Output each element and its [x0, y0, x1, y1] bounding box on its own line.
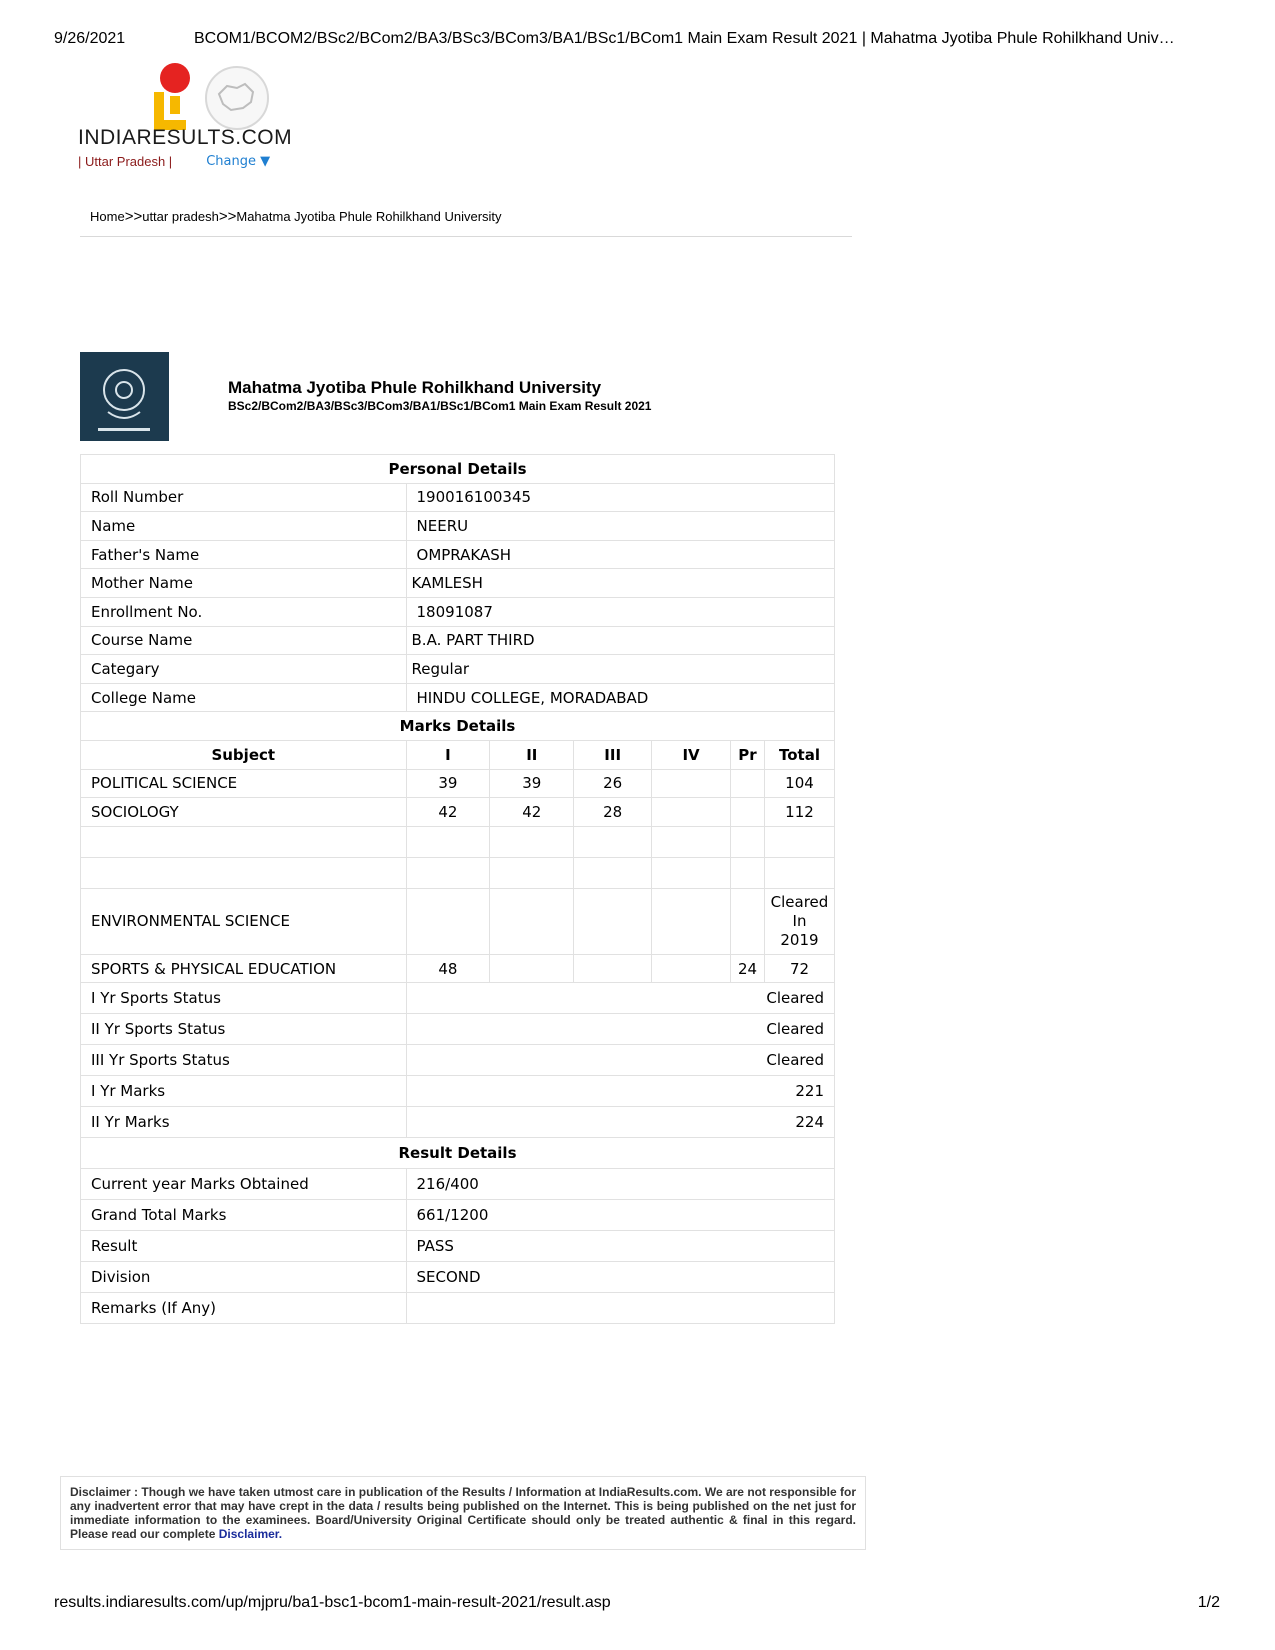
state-selector	[78, 154, 270, 169]
field-value: 661/1200	[406, 1200, 834, 1231]
marks-cell	[731, 798, 765, 827]
field-label: Categary	[81, 655, 407, 684]
remarks-value	[406, 1293, 834, 1324]
page-url: results.indiaresults.com/up/mjpru/ba1-bsc1-bcom1-main-result-2021/result.asp	[54, 1594, 611, 1611]
table-row	[81, 954, 835, 983]
uttar-pradesh-map-icon	[205, 66, 269, 130]
cleared-text: In	[792, 911, 807, 930]
subject-name: SOCIOLOGY	[81, 798, 407, 827]
table-row	[81, 1200, 835, 1231]
field-value: NEERU	[406, 512, 834, 541]
print-header	[54, 30, 1224, 48]
field-label: Current year Marks Obtained	[81, 1169, 407, 1200]
table-row	[81, 1169, 835, 1200]
total-cell	[764, 888, 834, 954]
table-row	[81, 540, 835, 569]
table-row	[81, 983, 835, 1014]
breadcrumb	[90, 208, 502, 225]
breadcrumb-separator: >>	[124, 208, 143, 225]
field-label: II Yr Marks	[81, 1107, 407, 1138]
site-logo[interactable]	[78, 62, 298, 172]
subject-name: SPORTS & PHYSICAL EDUCATION	[81, 954, 407, 983]
field-label: Division	[81, 1262, 407, 1293]
table-row	[81, 1045, 835, 1076]
table-row	[81, 1262, 835, 1293]
column-header: Pr	[731, 740, 765, 769]
university-name: Mahatma Jyotiba Phule Rohilkhand University	[228, 378, 602, 397]
table-row	[81, 798, 835, 827]
result-table	[80, 454, 835, 1324]
field-value: 190016100345	[406, 483, 834, 512]
marks-cell	[574, 954, 652, 983]
column-header: IV	[652, 740, 731, 769]
field-value: B.A. PART THIRD	[406, 626, 834, 655]
field-label: Father's Name	[81, 540, 407, 569]
breadcrumb-state[interactable]: uttar pradesh	[142, 209, 219, 224]
print-footer	[54, 1594, 1220, 1612]
field-value: Cleared	[406, 1045, 834, 1076]
marks-cell	[652, 798, 731, 827]
table-row	[81, 1107, 835, 1138]
exam-name: BSc2/BCom2/BA3/BSc3/BCom3/BA1/BSc1/BCom1 Main Exam Result 2021	[228, 399, 652, 413]
field-label: Mother Name	[81, 569, 407, 598]
total-cell: 112	[764, 798, 834, 827]
total-cell: 72	[764, 954, 834, 983]
marks-cell	[490, 954, 574, 983]
marks-cell: 24	[731, 954, 765, 983]
table-row	[81, 512, 835, 541]
state-name: | Uttar Pradesh |	[78, 154, 173, 169]
field-label: III Yr Sports Status	[81, 1045, 407, 1076]
field-label: Roll Number	[81, 483, 407, 512]
field-label: Name	[81, 512, 407, 541]
breadcrumb-home[interactable]: Home	[90, 209, 125, 224]
marks-cell: 26	[574, 769, 652, 798]
table-row	[81, 597, 835, 626]
change-state-link[interactable]: Change ▼	[206, 154, 271, 169]
marks-cell	[731, 769, 765, 798]
marks-cell	[652, 954, 731, 983]
field-value: HINDU COLLEGE, MORADABAD	[406, 683, 834, 712]
table-row	[81, 1076, 835, 1107]
field-label: II Yr Sports Status	[81, 1014, 407, 1045]
field-label: Course Name	[81, 626, 407, 655]
field-value: 216/400	[406, 1169, 834, 1200]
field-value: Cleared	[406, 1014, 834, 1045]
field-value: Cleared	[406, 983, 834, 1014]
table-row	[81, 569, 835, 598]
marks-cell: 39	[406, 769, 490, 798]
table-row	[81, 483, 835, 512]
field-label: I Yr Marks	[81, 1076, 407, 1107]
marks-cell: 42	[490, 798, 574, 827]
result-details-heading-row	[81, 1138, 835, 1169]
empty-row	[81, 826, 835, 857]
column-header: Total	[764, 740, 834, 769]
field-label: Enrollment No.	[81, 597, 407, 626]
marks-cell: 39	[490, 769, 574, 798]
marks-cell: 42	[406, 798, 490, 827]
subject-name: ENVIRONMENTAL SCIENCE	[81, 888, 407, 954]
disclaimer-link[interactable]: Disclaimer.	[218, 1527, 283, 1541]
column-header: III	[574, 740, 652, 769]
university-emblem-icon	[80, 352, 169, 441]
marks-header-row	[81, 740, 835, 769]
field-value: 221	[406, 1076, 834, 1107]
marks-cell	[652, 769, 731, 798]
section-heading: Personal Details	[81, 455, 835, 484]
field-label: College Name	[81, 683, 407, 712]
cleared-text: 2019	[780, 930, 819, 949]
marks-cell: 28	[574, 798, 652, 827]
total-cell: 104	[764, 769, 834, 798]
indiaresults-logo-icon	[150, 62, 195, 132]
breadcrumb-university[interactable]: Mahatma Jyotiba Phule Rohilkhand University	[236, 209, 502, 224]
disclaimer-text: Disclaimer : Though we have taken utmost care in publication of the Results / Information at IndiaResults.com. We are not responsible for any inadvertent error that may have crept in the data / results being published on the Internet. This is being published on the net just for immediate information to the examinees. Board/University Original Certificate should only be treated authentic & final in this regard. Please read our complete	[70, 1485, 856, 1541]
field-value: KAMLESH	[406, 569, 834, 598]
print-date: 9/26/2021	[54, 30, 126, 47]
table-row	[81, 683, 835, 712]
marks-cell: 48	[406, 954, 490, 983]
print-page-title: BCOM1/BCOM2/BSc2/BCom2/BA3/BSc3/BCom3/BA1/BSc1/BCom1 Main Exam Result 2021 | Mahatma Jyotiba Phule Rohilkhand Univ…	[194, 30, 1175, 47]
result-value: PASS	[406, 1231, 834, 1262]
division-value: SECOND	[406, 1262, 834, 1293]
column-header: II	[490, 740, 574, 769]
section-heading: Marks Details	[81, 712, 835, 741]
field-label: I Yr Sports Status	[81, 983, 407, 1014]
personal-details-heading-row	[81, 455, 835, 484]
column-header: I	[406, 740, 490, 769]
field-label: Result	[81, 1231, 407, 1262]
section-heading: Result Details	[81, 1138, 835, 1169]
breadcrumb-separator: >>	[218, 208, 237, 225]
field-value: OMPRAKASH	[406, 540, 834, 569]
cleared-text: Cleared	[770, 892, 829, 911]
field-value: 18091087	[406, 597, 834, 626]
field-label: Grand Total Marks	[81, 1200, 407, 1231]
field-value: Regular	[406, 655, 834, 684]
divider	[80, 236, 852, 237]
field-value: 224	[406, 1107, 834, 1138]
page-number: 1/2	[1197, 1594, 1220, 1611]
table-row	[81, 655, 835, 684]
marks-details-heading-row	[81, 712, 835, 741]
table-row	[81, 1231, 835, 1262]
disclaimer	[60, 1476, 866, 1550]
column-header: Subject	[81, 740, 407, 769]
table-row	[81, 626, 835, 655]
table-row	[81, 888, 835, 954]
field-label: Remarks (If Any)	[81, 1293, 407, 1324]
site-logo-text: INDIARESULTS.COM	[78, 126, 293, 149]
subject-name: POLITICAL SCIENCE	[81, 769, 407, 798]
table-row	[81, 769, 835, 798]
empty-row	[81, 857, 835, 888]
table-row	[81, 1293, 835, 1324]
table-row	[81, 1014, 835, 1045]
